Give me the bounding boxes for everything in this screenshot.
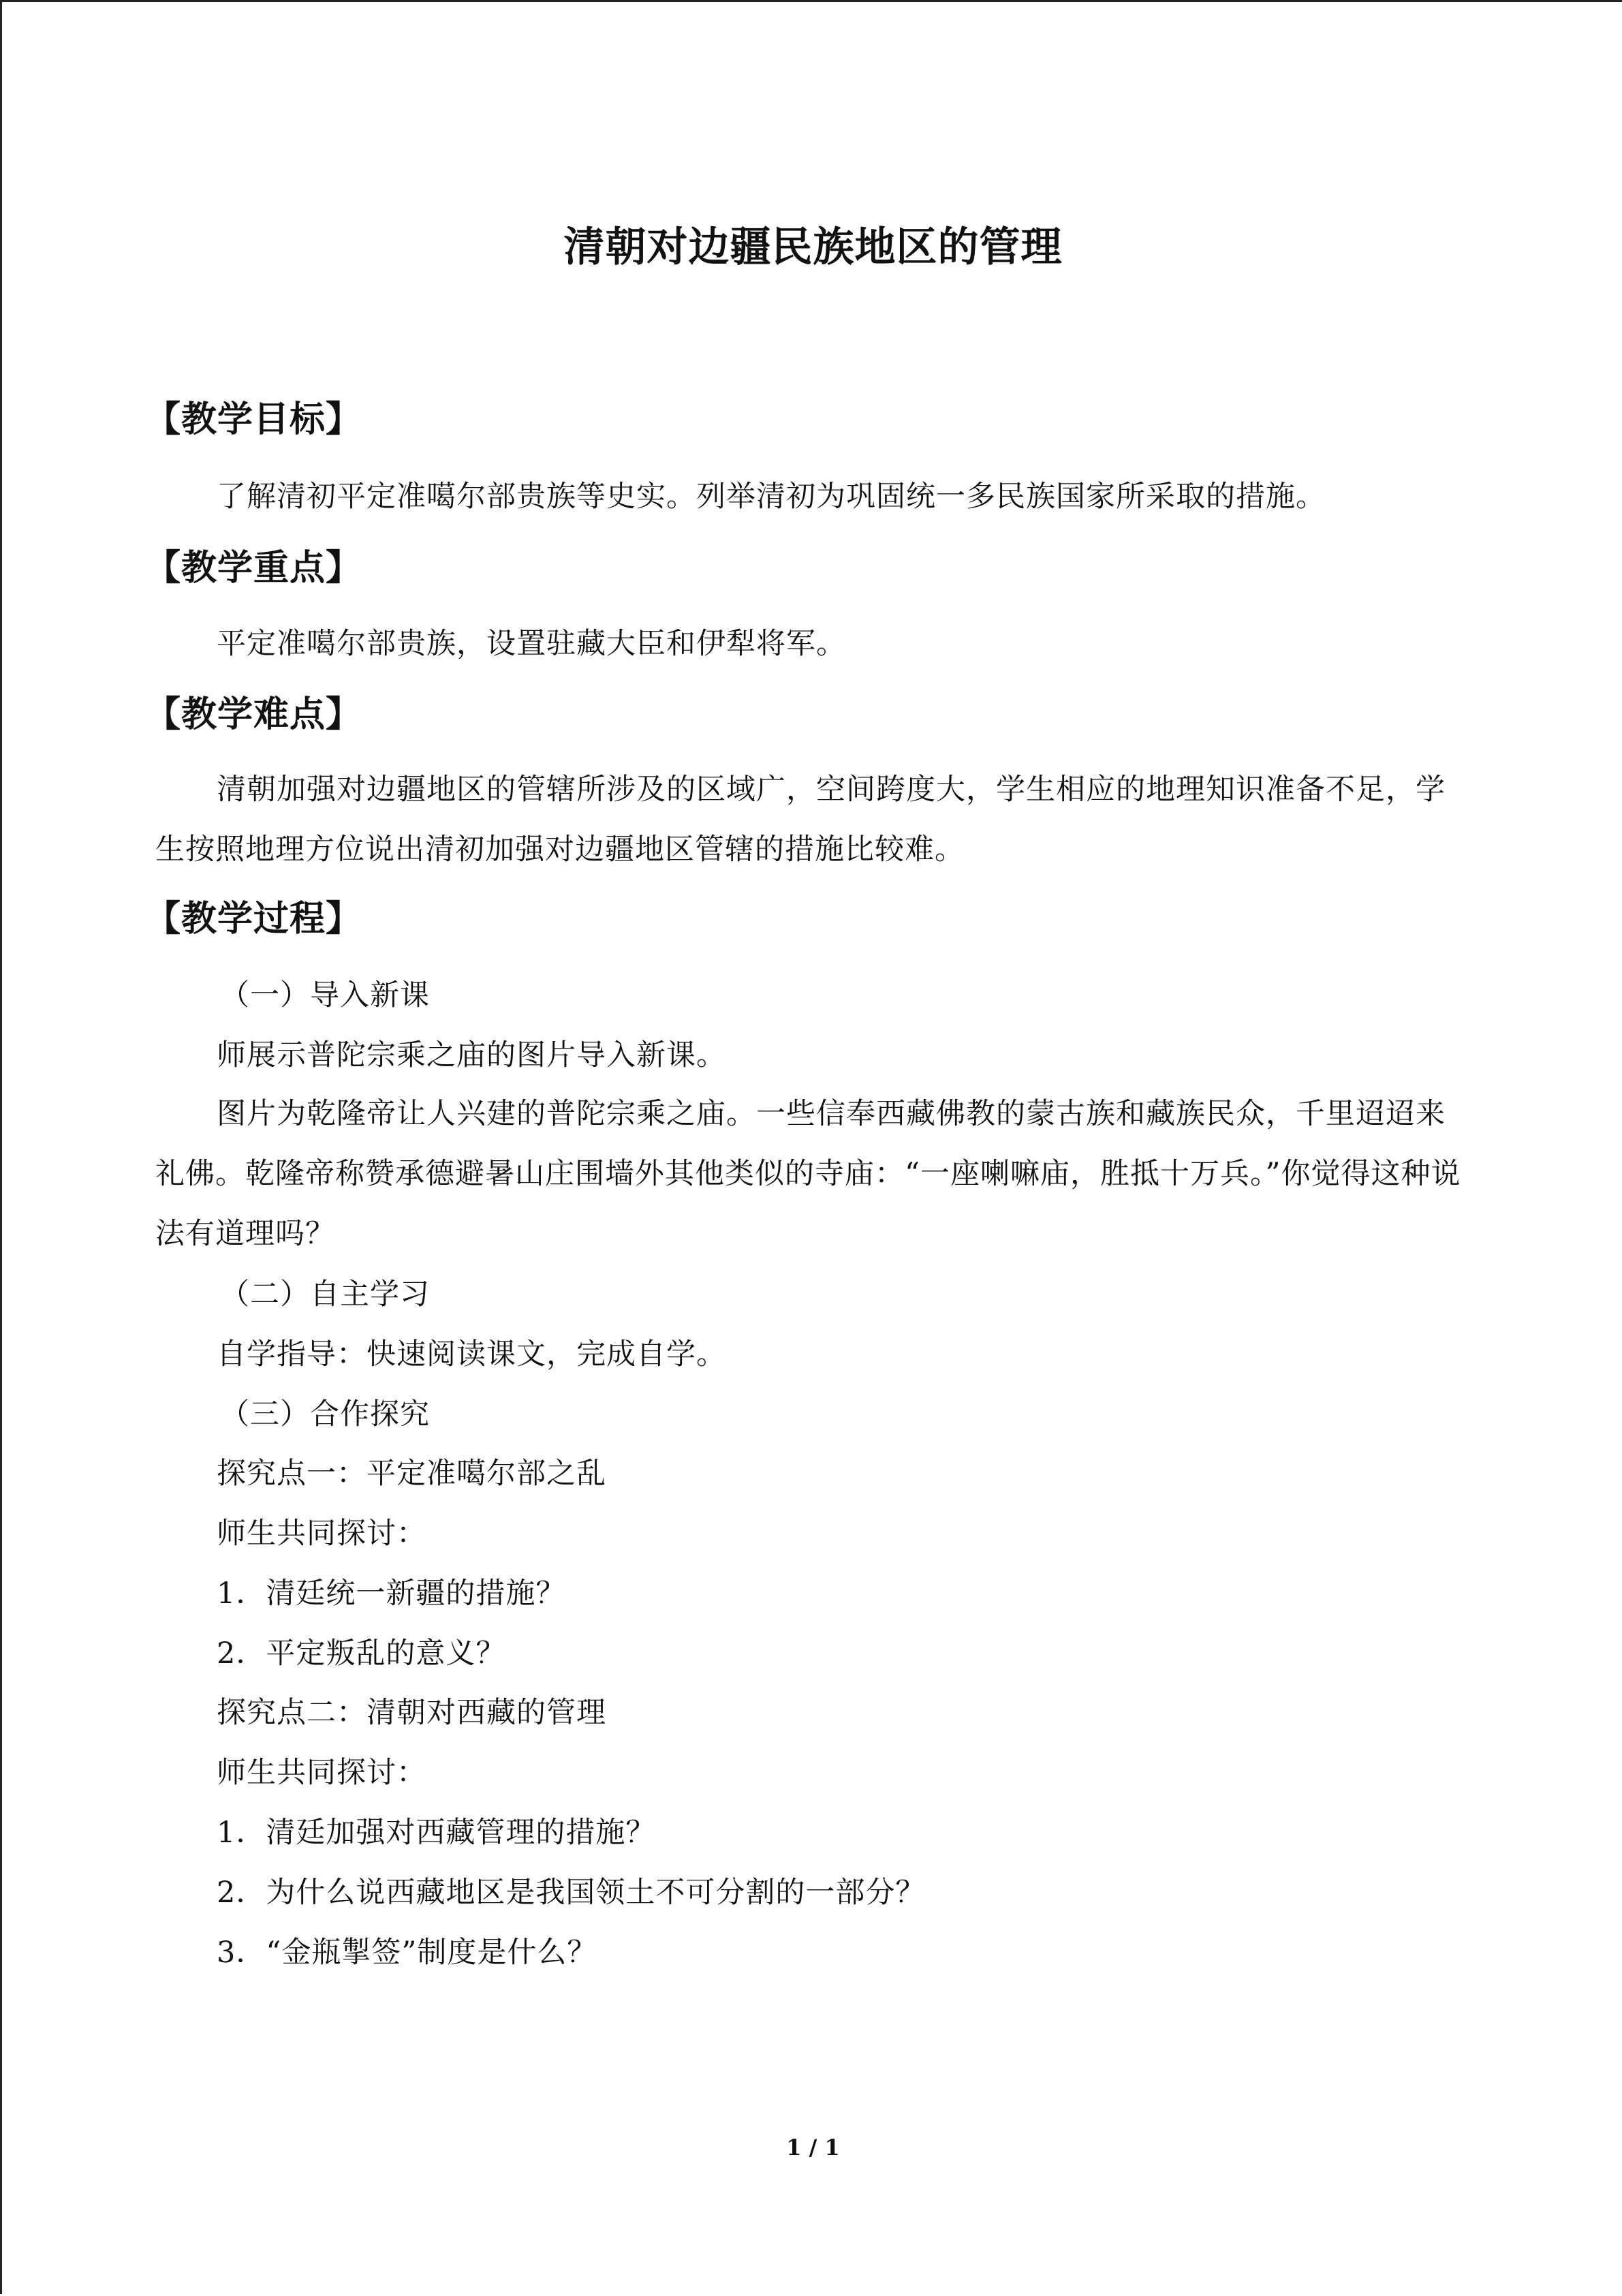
step-self-study-line: 自学指导：快速阅读课文，完成自学。 (217, 1337, 726, 1371)
step-intro-label: （一）导入新课 (220, 978, 430, 1012)
document-page (2, 2, 1622, 2296)
exploration-point-2-question-1: 1．清廷加强对西藏管理的措施？ (217, 1816, 656, 1850)
difficulties-text: 清朝加强对边疆地区的管辖所涉及的区域广，空间跨度大，学生相应的地理知识准备不足，学生按照地理方位说出清初加强对边疆地区管辖的措施比较难。 (155, 773, 1446, 867)
exploration-point-2-discuss: 师生共同探讨： (217, 1756, 426, 1790)
step-intro-line: 师展示普陀宗乘之庙的图片导入新课。 (217, 1038, 726, 1072)
page-number: 1 / 1 (786, 2135, 840, 2160)
exploration-point-1-discuss: 师生共同探讨： (217, 1517, 426, 1551)
heading-key-points: 【教学重点】 (145, 548, 362, 589)
teaching-goals-text: 了解清初平定准噶尔部贵族等史实。列举清初为巩固统一多民族国家所采取的措施。 (217, 480, 1326, 514)
exploration-point-2-question-2: 2．为什么说西藏地区是我国领土不可分割的一部分？ (217, 1876, 926, 1910)
heading-difficulties: 【教学难点】 (145, 694, 362, 735)
step-self-study-label: （二）自主学习 (220, 1277, 430, 1312)
exploration-point-2-question-3: 3．“金瓶掣签”制度是什么？ (217, 1936, 597, 1970)
exploration-point-1-question-1: 1．清廷统一新疆的措施？ (217, 1577, 566, 1611)
exploration-point-2: 探究点二：清朝对西藏的管理 (217, 1696, 606, 1730)
heading-teaching-goals: 【教学目标】 (145, 399, 362, 440)
key-points-text: 平定准噶尔部贵族，设置驻藏大臣和伊犁将军。 (217, 627, 846, 661)
step-intro-paragraph: 图片为乾隆帝让人兴建的普陀宗乘之庙。一些信奉西藏佛教的蒙古族和藏族民众，千里迢迢来礼佛。乾隆帝称赞承德避暑山庄围墙外其他类似的寺庙：“一座喇嘛庙，胜抵十万兵。”你觉得这种说法有道理吗？ (155, 1097, 1461, 1251)
exploration-point-1-question-2: 2．平定叛乱的意义？ (217, 1636, 506, 1671)
exploration-point-1: 探究点一：平定准噶尔部之乱 (217, 1457, 606, 1491)
heading-teaching-process: 【教学过程】 (145, 899, 362, 940)
step-cooperation-label: （三）合作探究 (220, 1397, 430, 1431)
page-title: 清朝对边疆民族地区的管理 (563, 223, 1063, 271)
